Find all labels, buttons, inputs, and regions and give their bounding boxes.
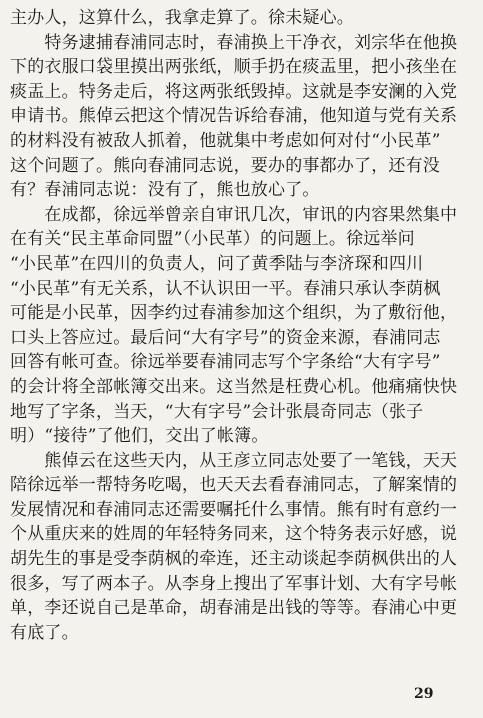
text-line: 在成都，徐远举曾亲自审讯几次，审讯的内容果然集中 — [10, 204, 458, 225]
text-line: 口头上答应过。最后问“大有字号”的资金来源，春浦同志 — [10, 327, 441, 348]
text-line: 明）“接待”了他们，交出了帐簿。 — [10, 426, 269, 447]
text-line: 地写了字条，当天，“大有字号”会计张晨奇同志（张子 — [10, 401, 424, 422]
text-line: 主办人，这算什么，我拿走算了。徐未疑心。 — [10, 8, 354, 28]
text-line: 有底了。 — [10, 622, 79, 643]
page-number: 29 — [414, 686, 434, 702]
text-line: 在有关“民主革命同盟”（小民革）的问题上。徐远举问 — [10, 229, 415, 250]
text-line: 申请书。熊倬云把这个情况告诉给春浦，他知道与党有关系 — [10, 106, 458, 127]
text-line: 可能是小民革，因李约过春浦参加这个组织，为了敷衍他， — [10, 303, 458, 324]
text-line: 下的衣服口袋里摸出两张纸，顺手扔在痰盂里，把小孩坐在 — [10, 57, 458, 78]
text-line: 陪徐远举一帮特务吃喝，也天天去看春浦同志，了解案情的 — [10, 475, 458, 496]
text-line: 胡先生的事是受李荫枫的牵连，还主动谈起李荫枫供出的人 — [10, 549, 458, 570]
text-line: 痰盂上。特务走后，将这两张纸毁掉。这就是李安澜的入党 — [10, 81, 458, 102]
text-line: 单，李还说自己是革命，胡春浦是出钱的等等。春浦心中更 — [10, 598, 458, 619]
text-line: 有？春浦同志说：没有了，熊也放心了。 — [10, 180, 320, 201]
text-line: 回答有帐可查。徐远举要春浦同志写个字条给“大有字号” — [10, 352, 441, 373]
body-text — [10, 6, 473, 645]
text-line: 的材料没有被敌人抓着，他就集中考虑如何对付“小民革” — [10, 130, 441, 151]
text-line: 发展情况和春浦同志还需要嘱托什么事情。熊有时有意约一 — [10, 499, 458, 520]
text-line: 特务逮捕春浦同志时，春浦换上干净衣，刘宗华在他换 — [10, 32, 458, 53]
text-line: 的会计将全部帐簿交出来。这当然是枉费心机。他痛痛快快 — [10, 376, 458, 397]
text-line: 个从重庆来的姓周的年轻特务同来，这个特务表示好感，说 — [10, 524, 458, 545]
text-line: “小民革”有无关系，认不认识田一平。春浦只承认李荫枫 — [10, 278, 441, 299]
text-line: 这个问题了。熊向春浦同志说，要办的事都办了，还有没 — [10, 155, 440, 176]
text-line: 熊倬云在这些天内，从王彦立同志处要了一笔钱，天天 — [10, 450, 458, 471]
text-line: 很多，写了两本子。从李身上搜出了军事计划、大有字号帐 — [10, 573, 458, 594]
text-line: “小民革”在四川的负责人，问了黄季陆与李济琛和四川 — [10, 253, 424, 274]
